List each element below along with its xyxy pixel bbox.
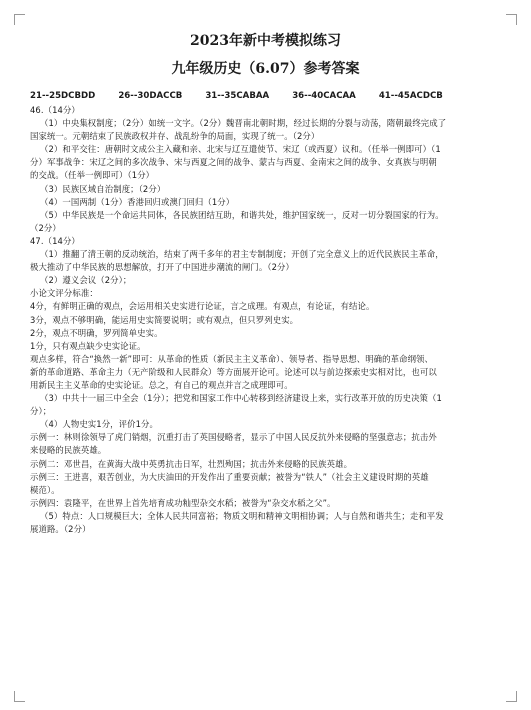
answer-line: 2分，观点不明确，罗列简单史实。: [30, 327, 163, 338]
answer-line: 4分，有鲜明正确的观点，会运用相关史实进行论证，言之成理。有观点，有论证，有结论。: [30, 301, 375, 312]
answer-key-group: 26--30DACCB: [118, 91, 183, 101]
answer-line: 展道路。（2分）: [30, 524, 91, 534]
answer-line: （5）中华民族是一个命运共同体，各民族团结互助，和谐共处，维护国家统一，反对一切分裂国家的行为。: [40, 209, 444, 220]
answer-line: 来侵略的民族英雄。: [30, 445, 107, 456]
crop-mark-bottom-left: [14, 691, 25, 702]
multiple-choice-answer-key: [30, 90, 501, 102]
answer-line: （1）推翻了清王朝的反动统治，结束了两千多年的君主专制制度；开创了完全意义上的近代民族民主革命，: [40, 249, 444, 260]
answer-line: 国家统一。元朝结束了民族政权并存、战乱纷争的局面，实现了统一。（2分）: [30, 131, 320, 142]
crop-mark-bottom-right: [506, 691, 517, 702]
answer-line: 用新民主主义革命的史实论证。总之，有自己的观点并言之成理即可。: [30, 379, 293, 390]
answer-key-group: 31--35CABAA: [205, 91, 270, 101]
answer-key-group: 36--40CACAA: [292, 91, 356, 101]
answer-line: 3分，观点不够明确，能运用史实简要说明；或有观点，但只罗列史实。: [30, 314, 299, 325]
answer-line: （2）和平交往：唐朝时文成公主入藏和亲、北宋与辽互遣使节、宋辽（或西夏）议和。（任举一例即可）（1: [40, 144, 441, 155]
question-heading: 47.（14分）: [30, 235, 80, 246]
answer-line: 示例二：邓世昌，在黄海大战中英勇抗击日军，壮烈殉国；抗击外来侵略的民族英雄。: [30, 458, 353, 469]
answer-key-group: 41--45ACDCB: [378, 91, 443, 101]
answer-line: 的交战。（任举一例即可）（1分）: [30, 170, 155, 181]
question-heading: 46.（14分）: [30, 105, 80, 115]
answer-key-group: 21--25DCBDD: [30, 91, 96, 101]
answer-line: 分）；: [30, 406, 52, 417]
answer-line: 分）军事战争：宋辽之间的多次战争、宋与西夏之间的战争、蒙古与西夏、金南宋之间的战争、女真族与明朝: [30, 157, 437, 168]
answer-body: [30, 104, 501, 536]
answer-line: （3）中共十一届三中全会（1分）；把党和国家工作中心转移到经济建设上来，实行改革开放的历史决策（1: [40, 393, 442, 404]
answer-line: 极大推动了中华民族的思想解放，打开了中国进步潮流的闸门。（2分）: [30, 262, 294, 273]
answer-line: （3）民族区域自治制度；（2分）: [40, 183, 166, 194]
answer-line: （2）遵义会议（2分）；: [40, 275, 132, 286]
answer-line: 模范）。: [30, 484, 60, 495]
answer-line: （4）一国两制（1分）香港回归或澳门回归（1分）: [40, 196, 235, 207]
crop-mark-top-left: [14, 14, 25, 25]
answer-line: 小论文评分标准：: [30, 288, 98, 299]
answer-line: 新的革命道路、革命主力（无产阶级和人民群众）等方面展开论可。论述可以与前边探索史实相对比，也可以: [30, 366, 437, 377]
answer-line: （2分）: [30, 222, 61, 233]
document-title: 2023年新中考模拟练习: [190, 33, 341, 49]
answer-line: 观点多样，符合“换然一新”即可：从革命的性质（新民主主义革命）、领导者、指导思想、明确的革命纲领、: [30, 353, 434, 364]
answer-line: （4）人物史实1分，评价1分。: [40, 419, 158, 430]
answer-line: 1分，只有观点缺少史实论证。: [30, 340, 146, 351]
crop-mark-top-right: [506, 14, 517, 25]
answer-line: 示例三：王进喜，艰苦创业，为大庆油田的开发作出了重要贡献；被誉为“铁人”（社会主义建设时期的英雄: [30, 471, 429, 482]
answer-line: 示例四：袁隆平，在世界上首先培育成功籼型杂交水稻；被誉为“杂交水稻之父”。: [30, 497, 336, 508]
document-subtitle: 九年级历史（6.07）参考答案: [171, 61, 360, 77]
answer-line: 示例一：林则徐领导了虎门销烟，沉重打击了英国侵略者，显示了中国人民反抗外来侵略的坚强意志；抗击外: [30, 432, 437, 443]
answer-line: （5）特点：人口规模巨大；全体人民共同富裕；物质文明和精神文明相协调；人与自然和谐共生；走和平发: [40, 510, 444, 521]
answer-line: （1）中央集权制度；（2分）如统一文字。（2分）魏晋南北朝时期，经过长期的分裂与动荡，隋朝最终完成了: [40, 118, 447, 129]
